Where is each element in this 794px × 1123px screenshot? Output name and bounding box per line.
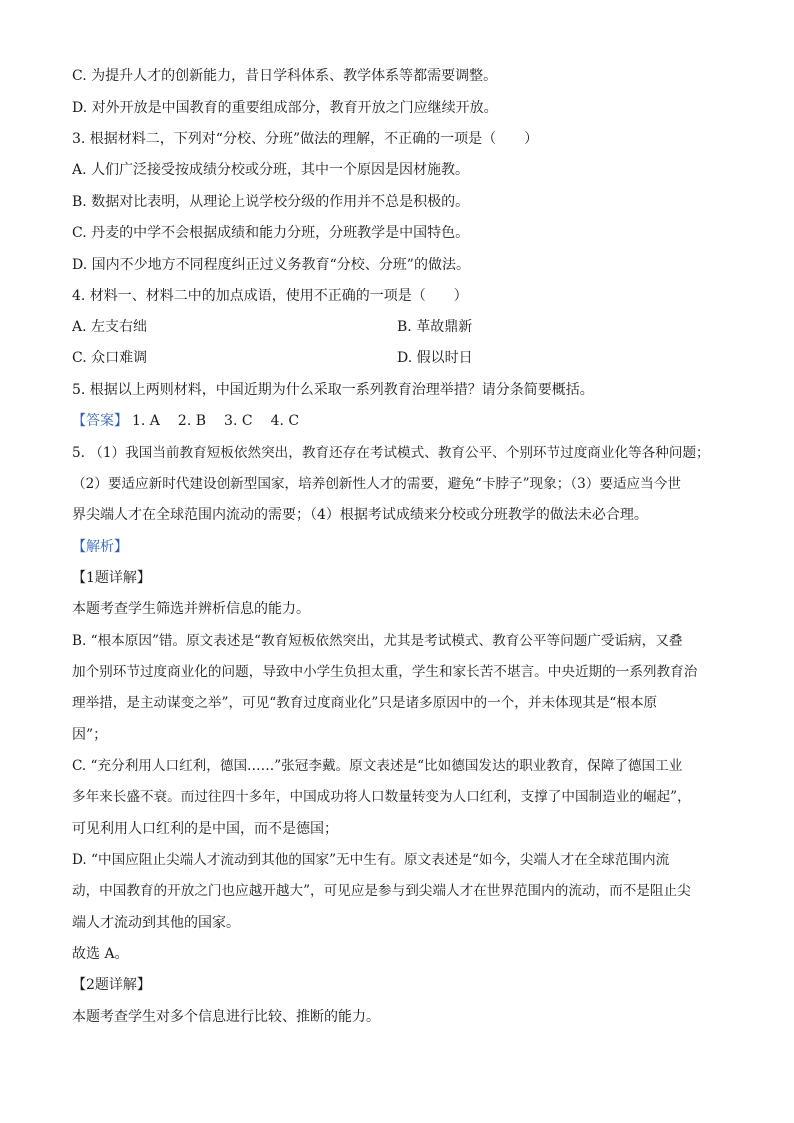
option-a-q4: A. 左支右绌 <box>72 319 148 335</box>
answer-2: 2. B <box>177 413 207 429</box>
analysis-heading: 【解析】 <box>72 539 128 555</box>
question-4: 4. 材料一、材料二中的加点成语，使用不正确的一项是（ ） <box>72 288 468 304</box>
option-c-q3: C. 丹麦的中学不会根据成绩和能力分班，分班教学是中国特色。 <box>72 225 470 241</box>
q1-conclusion: 故选 A。 <box>72 946 129 962</box>
answer-3: 3. C <box>224 413 253 429</box>
q1-detail-c-2: 多年来长盛不衰。而过往四十多年，中国成功将人口数量转变为人口红利，支撑了中国制造业的崛起”， <box>72 789 691 805</box>
answer-5-line-1: 5. （1）我国当前教育短板依然突出，教育还存在考试模式、教育公平、个别环节过度商业化等各种问题； <box>72 445 710 461</box>
q1-detail-b-2: 加个别环节过度商业化的问题，导致中小学生负担太重，学生和家长苦不堪言。中央近期的一系列教育治 <box>72 664 698 680</box>
q1-detail-b-4: 因”； <box>72 727 108 743</box>
answer-row <box>72 411 317 431</box>
q1-detail-d-2: 动，中国教育的开放之门也应越开越大”，可见应是参与到尖端人才在世界范围内的流动，而不是阻止尖 <box>72 883 691 899</box>
option-a-q3: A. 人们广泛接受按成绩分校或分班，其中一个原因是因材施教。 <box>72 162 470 178</box>
answer-5-line-2: （2）要适应新时代建设创新型国家，培养创新性人才的需要，避免“卡脖子”现象；（3）要适应当今世 <box>72 476 681 492</box>
q1-detail-b-1: B. “根本原因”错。原文表述是“教育短板依然突出，尤其是考试模式、教育公平等问题广受诟病，又叠 <box>72 633 683 649</box>
answer-label: 【答案】 <box>72 413 128 429</box>
option-c-q2: C. 为提升人才的创新能力，昔日学科体系、教学体系等都需要调整。 <box>72 68 498 84</box>
option-c-q4: C. 众口难调 <box>72 350 148 366</box>
q1-detail-d-3: 端人才流动到其他的国家。 <box>72 915 240 931</box>
q1-detail-b-3: 理举措，是主动谋变之举”，可见“教育过度商业化”只是诸多原因中的一个，并未体现其是“根本原 <box>72 695 658 711</box>
q1-detail-c-3: 可见利用人口红利的是中国，而不是德国； <box>72 821 338 837</box>
answer-1: 1. A <box>132 413 160 429</box>
q2-detail-intro: 本题考查学生对多个信息进行比较、推断的能力。 <box>72 1009 380 1025</box>
q1-detail-c-1: C. “充分利用人口红利，德国……”张冠李戴。原文表述是“比如德国发达的职业教育，保障了德国工业 <box>72 758 683 774</box>
q1-detail-d-1: D. “中国应阻止尖端人才流动到其他的国家”无中生有。原文表述是“如今，尖端人才在全球范围内流 <box>72 852 670 868</box>
options-row-q4-1 <box>72 317 147 337</box>
option-b-q4: B. 革故鼎新 <box>397 319 473 335</box>
q1-detail-heading: 【1题详解】 <box>72 570 151 586</box>
option-b-q3: B. 数据对比表明，从理论上说学校分级的作用并不总是积极的。 <box>72 194 470 210</box>
q1-detail-intro: 本题考查学生筛选并辨析信息的能力。 <box>72 601 310 617</box>
answer-5-line-3: 界尖端人才在全球范围内流动的需要；（4）根据考试成绩来分校或分班教学的做法未必合理。 <box>72 507 648 523</box>
option-d-q2: D. 对外开放是中国教育的重要组成部分，教育开放之门应继续开放。 <box>72 100 498 116</box>
answer-4: 4. C <box>270 413 300 429</box>
option-d-q4: D. 假以时日 <box>397 350 473 366</box>
option-d-q3: D. 国内不少地方不同程度纠正过义务教育“分校、分班”的做法。 <box>72 257 470 273</box>
question-5: 5. 根据以上两则材料，中国近期为什么采取一系列教育治理举措？请分条简要概括。 <box>72 382 594 398</box>
q2-detail-heading: 【2题详解】 <box>72 977 151 993</box>
question-3: 3. 根据材料二，下列对“分校、分班”做法的理解，不正确的一项是（ ） <box>72 131 539 147</box>
